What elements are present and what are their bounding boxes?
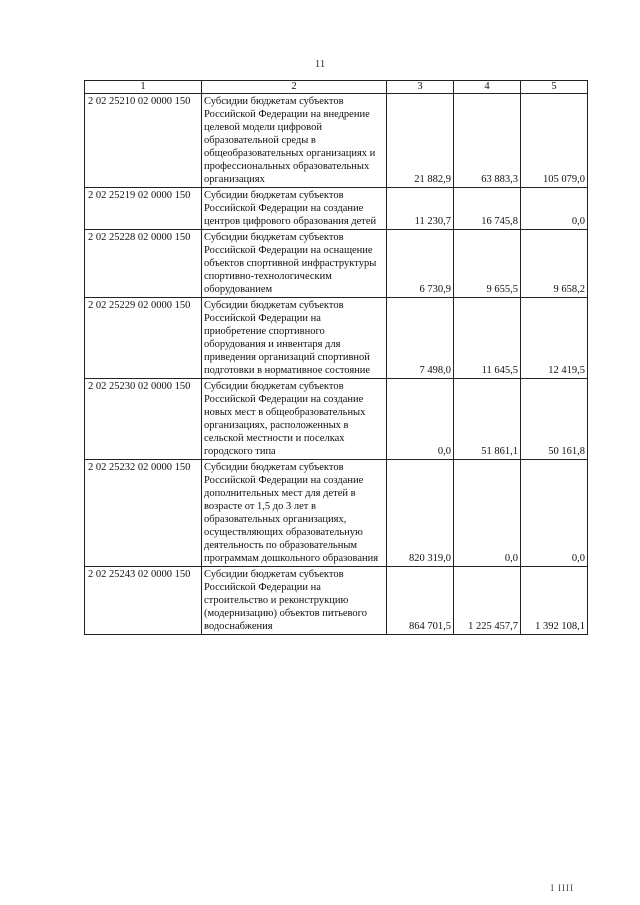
value-cell: 11 645,5 [454, 298, 521, 379]
column-header: 2 [202, 81, 387, 94]
value-cell: 820 319,0 [387, 460, 454, 567]
table-row [85, 379, 588, 460]
value-cell: 6 730,9 [387, 230, 454, 298]
description-cell: Субсидии бюджетам субъектов Российской Федерации на создание дополнительных мест для детей в возрасте от 1,5 до 3 лет в образовательных организациях, осуществляющих образовательную деятельность по образовательным программам дошкольного образования [202, 460, 387, 567]
footer-mark: I IIII [550, 883, 574, 893]
table-row [85, 298, 588, 379]
value-cell: 9 658,2 [521, 230, 588, 298]
budget-code-cell: 2 02 25230 02 0000 150 [85, 379, 202, 460]
description-cell: Субсидии бюджетам субъектов Российской Федерации на строительство и реконструкцию (модернизацию) объектов питьевого водоснабжения [202, 567, 387, 635]
value-cell: 1 225 457,7 [454, 567, 521, 635]
value-cell: 9 655,5 [454, 230, 521, 298]
value-cell: 7 498,0 [387, 298, 454, 379]
table-row [85, 94, 588, 188]
value-cell: 0,0 [521, 188, 588, 230]
table-row [85, 188, 588, 230]
value-cell: 51 861,1 [454, 379, 521, 460]
budget-code-cell: 2 02 25219 02 0000 150 [85, 188, 202, 230]
value-cell: 12 419,5 [521, 298, 588, 379]
column-header: 4 [454, 81, 521, 94]
column-header: 1 [85, 81, 202, 94]
page-number: 11 [314, 58, 326, 70]
budget-code-cell: 2 02 25232 02 0000 150 [85, 460, 202, 567]
description-cell: Субсидии бюджетам субъектов Российской Федерации на оснащение объектов спортивной инфраструктуры спортивно-технологическим оборудованием [202, 230, 387, 298]
value-cell: 0,0 [454, 460, 521, 567]
value-cell: 105 079,0 [521, 94, 588, 188]
table-header-row [85, 81, 588, 94]
value-cell: 864 701,5 [387, 567, 454, 635]
budget-code-cell: 2 02 25229 02 0000 150 [85, 298, 202, 379]
column-header: 5 [521, 81, 588, 94]
value-cell: 0,0 [521, 460, 588, 567]
value-cell: 0,0 [387, 379, 454, 460]
description-cell: Субсидии бюджетам субъектов Российской Федерации на создание новых мест в общеобразовательных организациях, расположенных в сельской местности и поселках городского типа [202, 379, 387, 460]
budget-code-cell: 2 02 25228 02 0000 150 [85, 230, 202, 298]
description-cell: Субсидии бюджетам субъектов Российской Федерации на создание центров цифрового образования детей [202, 188, 387, 230]
value-cell: 63 883,3 [454, 94, 521, 188]
budget-code-cell: 2 02 25210 02 0000 150 [85, 94, 202, 188]
value-cell: 11 230,7 [387, 188, 454, 230]
budget-table [84, 80, 588, 635]
table-row [85, 567, 588, 635]
value-cell: 21 882,9 [387, 94, 454, 188]
value-cell: 1 392 108,1 [521, 567, 588, 635]
value-cell: 16 745,8 [454, 188, 521, 230]
value-cell: 50 161,8 [521, 379, 588, 460]
description-cell: Субсидии бюджетам субъектов Российской Федерации на внедрение целевой модели цифровой образовательной среды в общеобразовательных организациях и профессиональных образовательных организациях [202, 94, 387, 188]
budget-code-cell: 2 02 25243 02 0000 150 [85, 567, 202, 635]
description-cell: Субсидии бюджетам субъектов Российской Федерации на приобретение спортивного оборудования и инвентаря для приведения организаций спортивной подготовки в нормативное состояние [202, 298, 387, 379]
table-row [85, 230, 588, 298]
column-header: 3 [387, 81, 454, 94]
table-row [85, 460, 588, 567]
